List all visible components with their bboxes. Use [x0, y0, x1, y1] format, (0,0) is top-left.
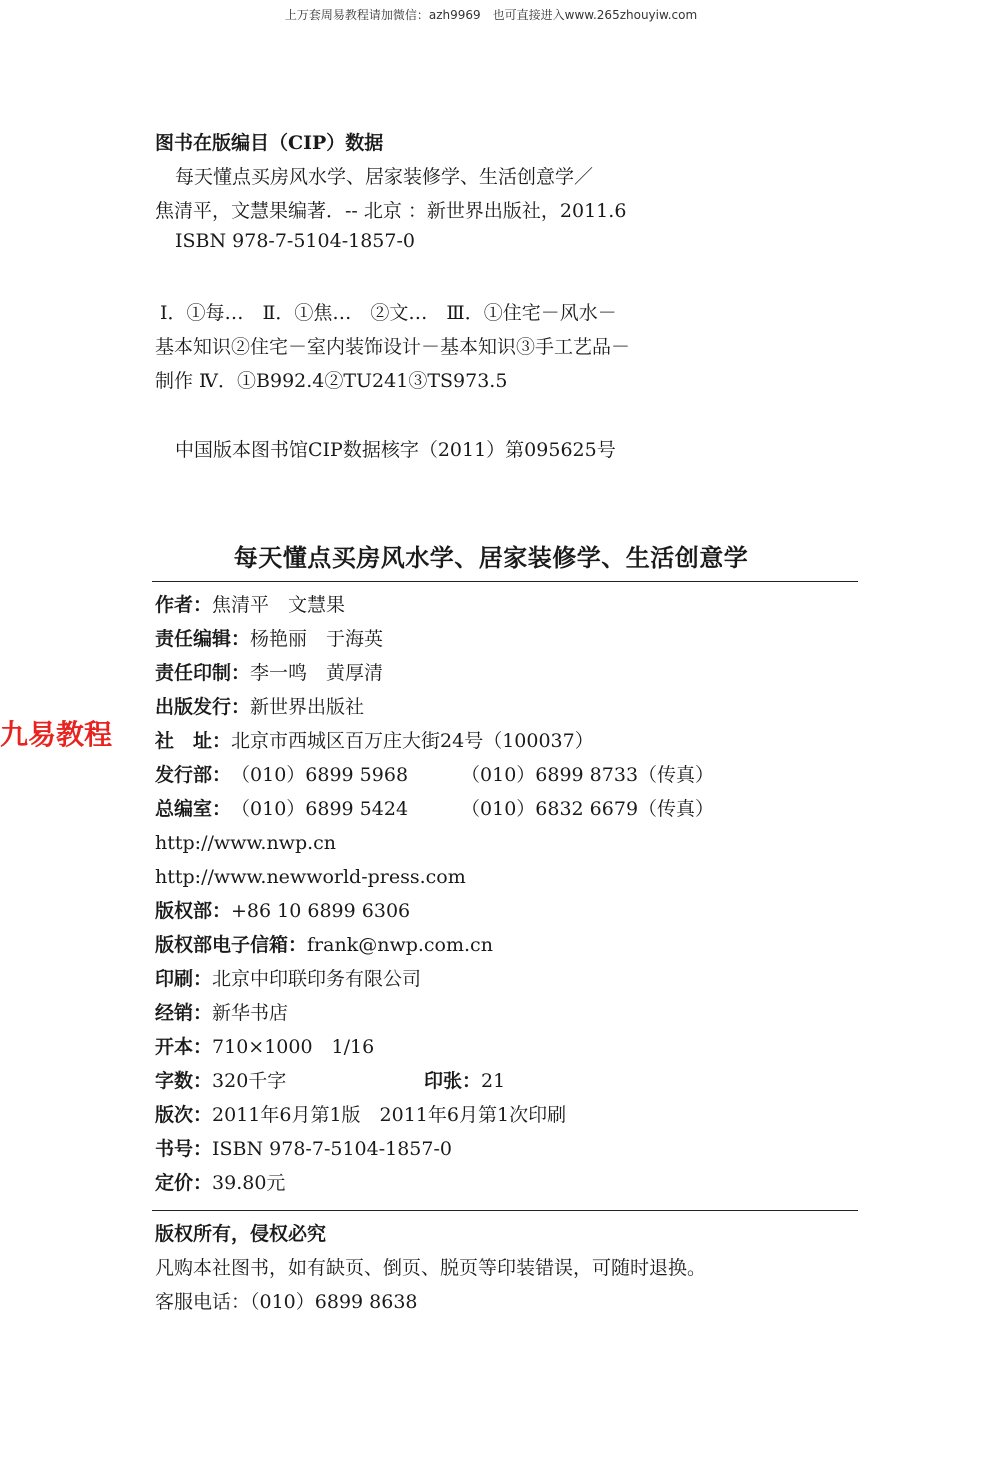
rights-row [155, 898, 410, 924]
seller-row [155, 1000, 288, 1026]
top-rule [152, 581, 858, 582]
format-row [155, 1034, 374, 1060]
edition-label: 版次： [155, 1104, 213, 1126]
top-banner: 上万套周易教程请加微信：azh9969 也可直接进入www.265zhouyiw.com [284, 8, 698, 22]
url-row-1 [155, 830, 336, 856]
copyright-notice: 版权所有，侵权必究 [155, 1223, 327, 1245]
cip-line-3: ISBN 978-7-5104-1857-0 [175, 230, 415, 252]
format-label: 开本： [155, 1036, 213, 1058]
print-manager-label: 责任印制： [155, 662, 251, 684]
author-row [155, 592, 345, 618]
publisher-value: 新世界出版社 [250, 696, 365, 718]
editorial-office-phone: （010）6899 5424 [231, 798, 409, 820]
author-label: 作者： [155, 594, 213, 616]
editorial-office-row [155, 796, 714, 822]
editor-label: 责任编辑： [155, 628, 251, 650]
return-notice: 凡购本社图书，如有缺页、倒页、脱页等印装错误，可随时退换。 [155, 1257, 707, 1279]
isbn-value: ISBN 978-7-5104-1857-0 [212, 1138, 452, 1160]
website-url-2: http://www.newworld-press.com [155, 866, 466, 888]
printer-label: 印刷： [155, 968, 213, 990]
publisher-row [155, 694, 364, 720]
author-value: 焦清平 文慧果 [212, 594, 346, 616]
website-url-1: http://www.nwp.cn [155, 832, 337, 854]
url-row-2 [155, 864, 466, 890]
sheets-value: 21 [481, 1070, 506, 1092]
edition-value: 2011年6月第1版 2011年6月第1次印刷 [212, 1104, 567, 1126]
seller-label: 经销： [155, 1002, 213, 1024]
cip-line-5: 基本知识②住宅－室内装饰设计－基本知识③手工艺品－ [155, 336, 631, 358]
publisher-label: 出版发行： [155, 696, 251, 718]
email-label: 版权部电子信箱： [155, 934, 308, 956]
print-manager-row [155, 660, 383, 686]
price-label: 定价： [155, 1172, 213, 1194]
bottom-rule [152, 1210, 858, 1211]
cip-line-7: 中国版本图书馆CIP数据核字（2011）第095625号 [175, 439, 616, 461]
printer-value: 北京中印联印务有限公司 [212, 968, 422, 990]
printer-row [155, 966, 421, 992]
watermark-logo: 九易教程 [0, 718, 113, 751]
cip-line-1: 每天懂点买房风水学、居家装修学、生活创意学／ [175, 166, 594, 188]
words-value: 320千字 [212, 1070, 287, 1092]
email-row [155, 932, 493, 958]
cip-line-4: Ⅰ．①每… Ⅱ．①焦… ②文… Ⅲ．①住宅－风水－ [160, 302, 617, 324]
isbn-label: 书号： [155, 1138, 213, 1160]
distribution-fax: （010）6899 8733（传真） [461, 764, 715, 786]
price-row [155, 1170, 285, 1196]
distribution-row [155, 762, 714, 788]
rights-value: +86 10 6899 6306 [231, 900, 411, 922]
editor-value: 杨艳丽 于海英 [250, 628, 384, 650]
seller-value: 新华书店 [212, 1002, 289, 1024]
address-value: 北京市西城区百万庄大街24号（100037） [231, 730, 594, 752]
service-phone: 客服电话：（010）6899 8638 [155, 1291, 418, 1313]
sheets-label: 印张： [424, 1070, 482, 1092]
book-title: 每天懂点买房风水学、居家装修学、生活创意学 [233, 543, 749, 572]
email-value: frank@nwp.com.cn [307, 934, 493, 956]
cip-heading: 图书在版编目（CIP）数据 [155, 132, 384, 154]
words-row [155, 1068, 505, 1094]
rights-label: 版权部： [155, 900, 232, 922]
edition-row [155, 1102, 566, 1128]
distribution-phone: （010）6899 5968 [231, 764, 409, 786]
price-value: 39.80元 [212, 1172, 286, 1194]
format-value: 710×1000 1/16 [212, 1036, 375, 1058]
cip-line-6: 制作 Ⅳ．①B992.4②TU241③TS973.5 [155, 370, 508, 392]
editorial-office-fax: （010）6832 6679（传真） [461, 798, 715, 820]
editorial-office-label: 总编室： [155, 798, 232, 820]
isbn-row [155, 1136, 452, 1162]
address-label: 社 址： [155, 730, 232, 752]
words-label: 字数： [155, 1070, 213, 1092]
distribution-label: 发行部： [155, 764, 232, 786]
address-row [155, 728, 594, 754]
cip-line-2: 焦清平，文慧果编著．-- 北京 ：新世界出版社，2011.6 [155, 200, 627, 222]
editor-row [155, 626, 383, 652]
print-manager-value: 李一鸣 黄厚清 [250, 662, 384, 684]
